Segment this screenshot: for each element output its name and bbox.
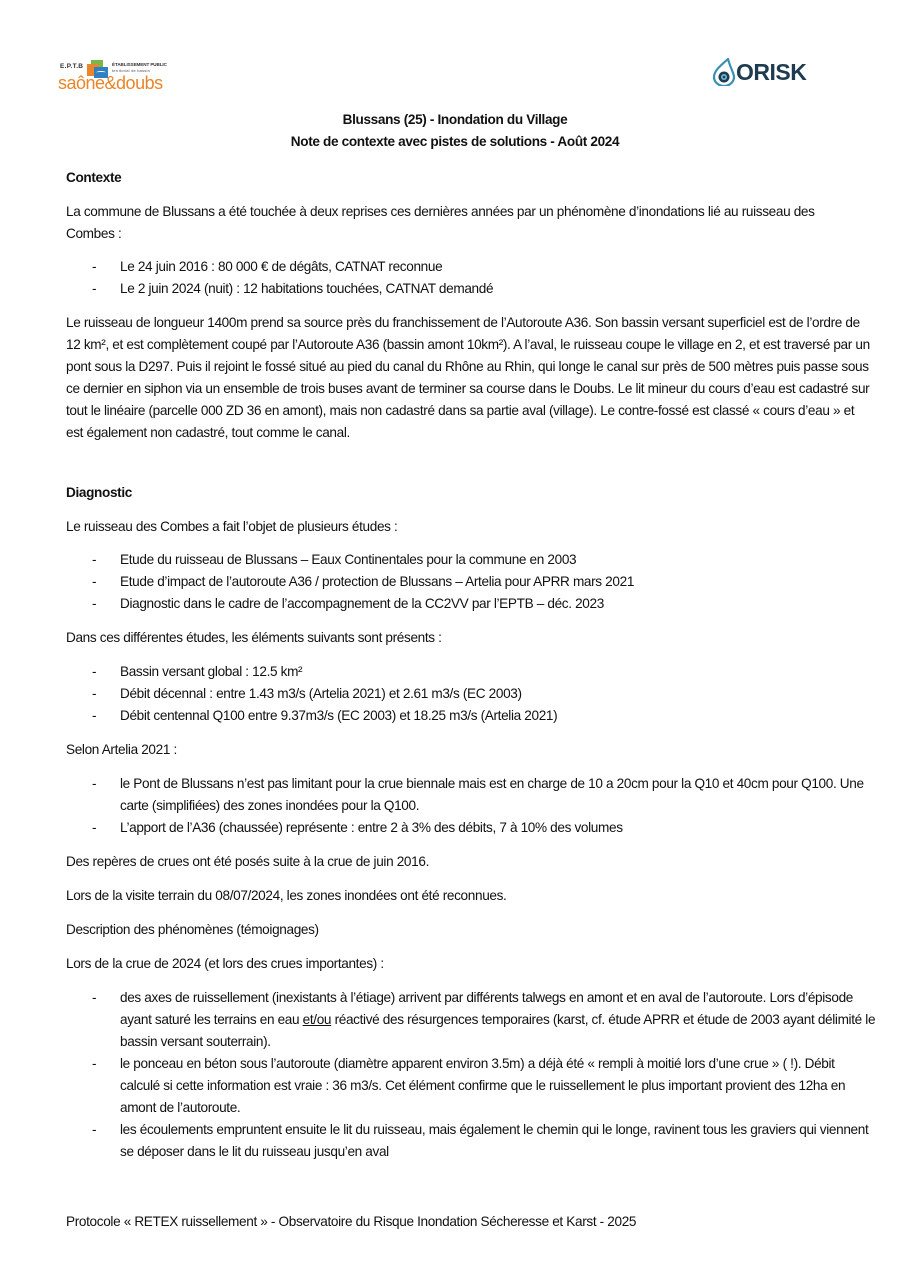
dash-bullet: - [92,820,97,835]
list-item: - le Pont de Blussans n’est pas limitant pour la crue biennale mais est en charge de 10 a 20cm pour la Q10 et 40cm pour Q100. Une carte (simplifiées) des zones inondées pour la Q100. [66,773,866,817]
list-item: - Bassin versant global : 12.5 km² [66,661,876,683]
reperes-text: Des repères de crues ont été posés suite à la crue de juin 2016. [66,854,429,869]
section-heading-contexte: Contexte [66,170,122,185]
list-item: - Débit décennal : entre 1.43 m3/s (Artelia 2021) et 2.61 m3/s (EC 2003) [66,683,876,705]
artelia-list [66,773,866,839]
list-item: - Débit centennal Q100 entre 9.37m3/s (EC 2003) et 18.25 m3/s (Artelia 2021) [66,705,876,727]
diagnostic-intro: Le ruisseau des Combes a fait l’objet de plusieurs études : [66,519,398,534]
contexte-description: Le ruisseau de longueur 1400m prend sa source près du franchissement de l’Autoroute A36. Son bassin versant superficiel est de l’ordre de 12 km², et est complètement coupé par l’Autoroute A36 (bassin amont 10km²). A l’aval, le ruisseau coupe le village en 2, et est traversé par un pont sous la D297. Puis il rejoint le fossé situé au pied du canal du Rhône au Rhin, qui longe le canal sur près de 500 mètres puis passe sous ce dernier en siphon via un ensemble de trois buses avant de terminer sa course dans le Doubs. Le lit mineur du cours d’eau est cadastré sur tout le linéaire (parcelle 000 ZD 36 en amont), mais non cadastré dans sa partie aval (village). Le contre-fossé est classé « cours d’eau » et est également non cadastré, tout comme le canal. [66,315,870,440]
dash-bullet: - [92,574,97,589]
logo-name: saône&doubs [58,73,163,93]
dash-bullet: - [92,664,97,679]
list-item: - les écoulements empruntent ensuite le lit du ruisseau, mais également le chemin qui le longe, ravinent tous les graviers qui viennent se déposer dans le lit du ruisseau jusqu’en aval [66,1119,876,1163]
dash-bullet: - [92,776,97,791]
dash-bullet: - [92,686,97,701]
orisk-logo [708,54,808,90]
list-item: - des axes de ruissellement (inexistants à l’étiage) arrivent par différents talwegs en amont et en aval de l’autoroute. Lors d’épisode ayant saturé les terrains en eau et/ou réactivé des résurgences temporaires (karst, cf. étude APRR et étude de 2003 ayant délimité le bassin versant souterrain). [66,987,876,1053]
phenomenes-heading: Description des phénomènes (témoignages) [66,922,319,937]
dash-bullet: - [92,990,97,1005]
dash-bullet: - [92,1056,97,1071]
contexte-intro: La commune de Blussans a été touchée à deux reprises ces dernières années par un phénomène d’inondations lié au ruisseau des Combes : [66,204,815,241]
dash-bullet: - [92,708,97,723]
list-item: - Etude du ruisseau de Blussans – Eaux Continentales pour la commune en 2003 [66,549,876,571]
dash-bullet: - [92,552,97,567]
crue-list [66,987,876,1163]
elements-list [66,661,876,727]
crue-intro: Lors de la crue de 2024 (et lors des crues importantes) : [66,956,384,971]
logo-tagline-2: territorial de bassin [112,68,150,73]
underlined-text: et/ou [302,1012,332,1027]
list-item: - Diagnostic dans le cadre de l’accompagnement de la CC2VV par l’EPTB – déc. 2023 [66,593,876,615]
dash-bullet: - [92,596,97,611]
dash-bullet: - [92,1122,97,1137]
dash-bullet: - [92,281,97,296]
events-list [66,256,876,300]
artelia-intro: Selon Artelia 2021 : [66,742,177,757]
water-drop-eye-icon [711,58,737,86]
logo-name: ORISK [736,59,807,85]
elements-intro: Dans ces différentes études, les éléments suivants sont présents : [66,630,442,645]
section-heading-diagnostic: Diagnostic [66,485,132,500]
document-title: Blussans (25) - Inondation du Village [342,112,568,127]
list-item: - Le 2 juin 2024 (nuit) : 12 habitations touchées, CATNAT demandé [66,278,876,300]
page-footer: Protocole « RETEX ruissellement » - Observatoire du Risque Inondation Sécheresse et Karst - 2025 [66,1214,637,1229]
document-subtitle: Note de contexte avec pistes de solutions - Août 2024 [290,134,620,149]
list-item: - Le 24 juin 2016 : 80 000 € de dégâts, CATNAT reconnue [66,256,876,278]
dash-bullet: - [92,259,97,274]
eptb-saone-doubs-logo [58,60,178,94]
list-item: - L’apport de l’A36 (chaussée) représente : entre 2 à 3% des débits, 7 à 10% des volumes [66,817,866,839]
list-item: - le ponceau en béton sous l’autoroute (diamètre apparent environ 3.5m) a déjà été « rempli à moitié lors d’une crue » ( !). Débit calculé si cette information est vraie : 36 m3/s. Cet élément confirme que le ruissellement le plus important provient des 12ha en amont de l’autoroute. [66,1053,876,1119]
studies-list [66,549,876,615]
visite-text: Lors de la visite terrain du 08/07/2024, les zones inondées ont été reconnues. [66,888,507,903]
list-item: - Etude d’impact de l’autoroute A36 / protection de Blussans – Artelia pour APRR mars 2021 [66,571,876,593]
logo-acronym: E.P.T.B [60,63,84,70]
logo-tagline: ÉTABLISSEMENT PUBLIC [112,62,167,67]
